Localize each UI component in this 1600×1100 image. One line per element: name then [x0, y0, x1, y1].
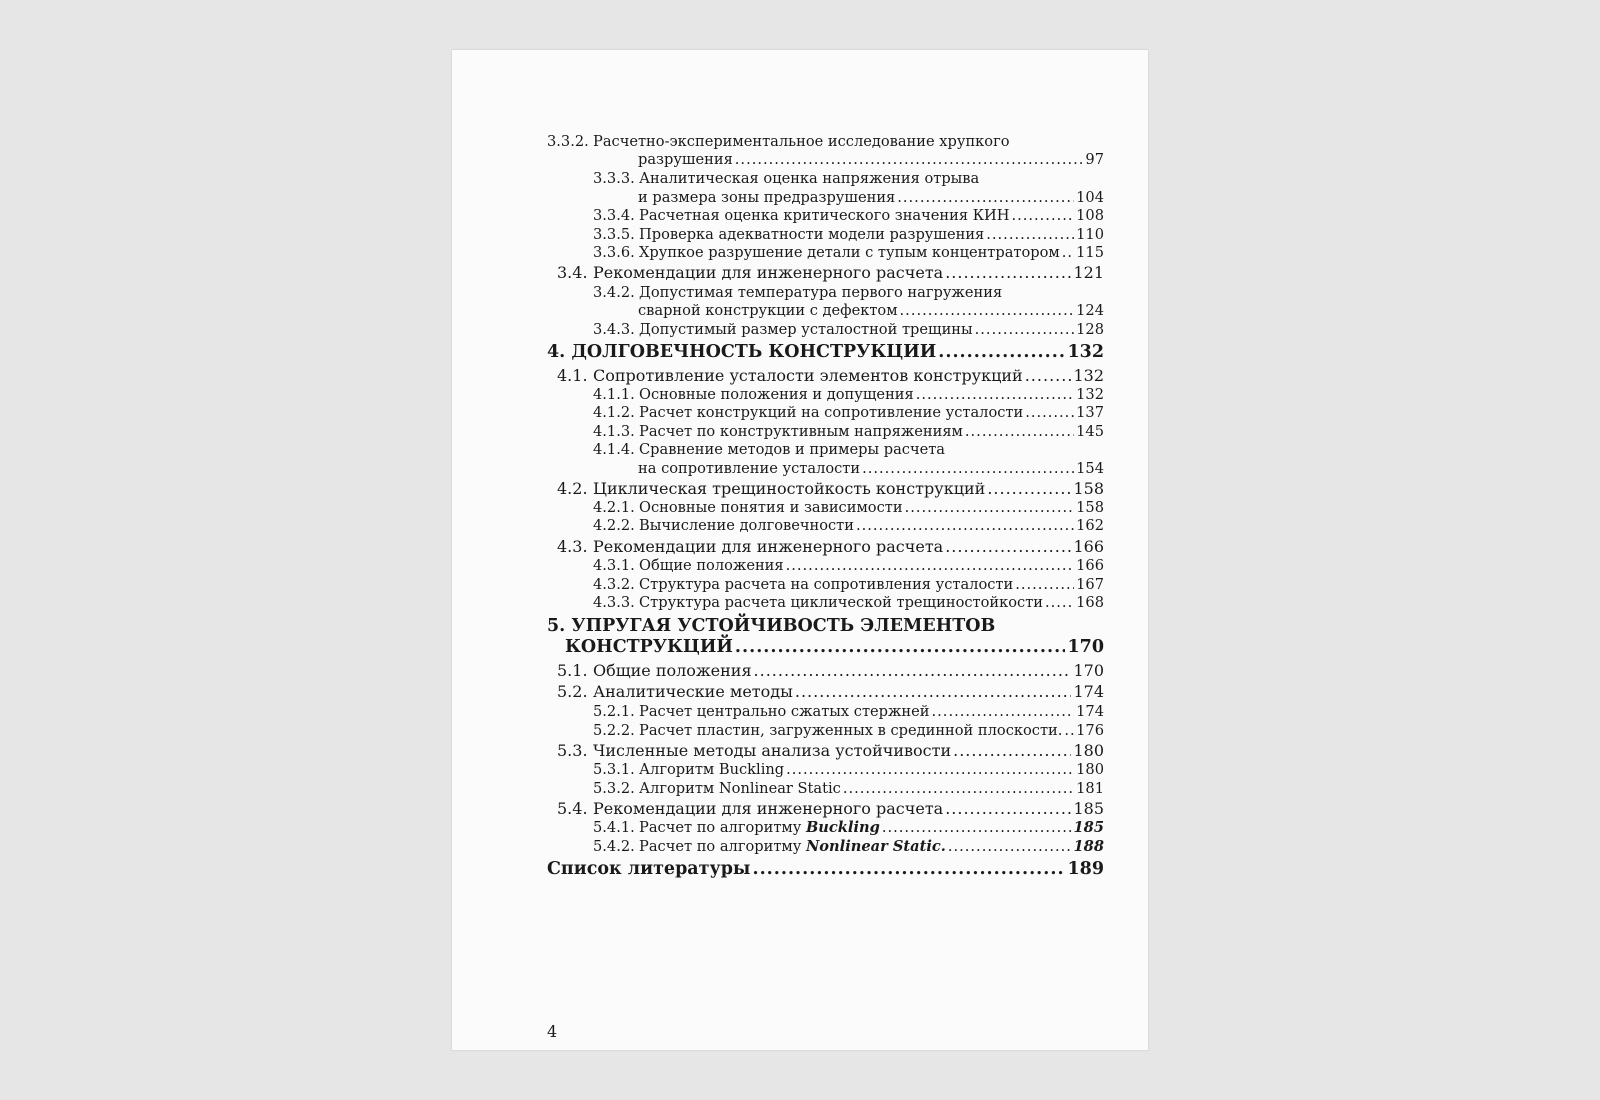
toc-leader-dots — [735, 638, 1066, 657]
toc-entry-cont: на сопротивление усталости — [638, 460, 861, 477]
toc-entry-num: 5.4.2. — [593, 838, 635, 855]
toc-entry-title: Структура расчета циклической трещиностойкости — [639, 594, 1044, 611]
toc-leader-dots — [905, 498, 1075, 517]
toc-entry-num: 4.3.3. — [593, 594, 635, 611]
toc-entry-title: Сравнение методов и примеры расчета — [639, 441, 946, 458]
toc-chapter-title: 5. УПРУГАЯ УСТОЙЧИВОСТЬ ЭЛЕМЕНТОВ — [547, 616, 996, 636]
toc-page-number: 137 — [1076, 404, 1104, 421]
toc-entry-title: Расчет конструкций на сопротивление усталости — [639, 404, 1024, 421]
toc-entry[interactable] — [557, 661, 1104, 680]
toc-page-number: 170 — [1067, 637, 1104, 657]
toc-page-number: 104 — [1076, 189, 1104, 206]
toc-entry-title: Рекомендации для инженерного расчета — [593, 263, 944, 282]
toc-entry-title: Хрупкое разрушение детали с тупым концентратором — [639, 244, 1060, 261]
toc-entry[interactable] — [557, 263, 1104, 282]
toc-entry[interactable] — [593, 498, 1104, 517]
toc-page-number: 188 — [1073, 838, 1104, 855]
toc-entry-num: 5.2. — [557, 682, 588, 701]
toc-entry-cont: сварной конструкции с дефектом — [638, 302, 898, 319]
toc-page-number: 166 — [1076, 557, 1104, 574]
toc-leader-dots — [856, 516, 1074, 535]
toc-entry[interactable] — [593, 422, 1104, 441]
toc-leader-dots — [916, 385, 1074, 404]
toc-page-number: 167 — [1076, 576, 1104, 593]
toc-page-number: 97 — [1085, 151, 1104, 168]
toc-leader-dots — [1062, 243, 1074, 262]
toc-entry[interactable] — [638, 150, 1104, 169]
toc-page-number: 128 — [1076, 321, 1104, 338]
toc-leader-dots — [1064, 721, 1074, 740]
toc-page-number: 174 — [1076, 703, 1104, 720]
toc-page-number: 110 — [1076, 226, 1104, 243]
toc-page-number: 166 — [1073, 537, 1104, 556]
toc-entry-num: 5.2.2. — [593, 722, 635, 739]
toc-entry[interactable] — [638, 459, 1104, 478]
toc-leader-dots — [1015, 575, 1074, 594]
toc-entry-title: Алгоритм Nonlinear Static — [639, 780, 841, 797]
toc-chapter-cont: КОНСТРУКЦИЙ — [565, 637, 733, 657]
toc-leader-dots — [862, 459, 1074, 478]
toc-chapter-entry[interactable] — [547, 860, 1104, 879]
toc-entry[interactable] — [638, 301, 1104, 320]
toc-leader-dots — [986, 225, 1074, 244]
toc-leader-dots — [945, 799, 1071, 818]
toc-entry[interactable] — [593, 779, 1104, 798]
toc-entry[interactable] — [557, 741, 1104, 760]
toc-page-number: 121 — [1073, 263, 1104, 282]
toc-entry-title-em: Nonlinear Static. — [805, 838, 946, 855]
toc-leader-dots — [754, 661, 1072, 680]
toc-entry[interactable] — [593, 206, 1104, 225]
toc-page-number: 170 — [1073, 661, 1104, 680]
toc-page-number: 176 — [1076, 722, 1104, 739]
toc-chapter-title: ДОЛГОВЕЧНОСТЬ КОНСТРУКЦИИ — [571, 342, 937, 362]
toc-entry-title: Аналитическая оценка напряжения отрыва — [639, 170, 980, 187]
toc-entry-num: 4.3. — [557, 537, 588, 556]
toc-entry-num: 5.3.2. — [593, 780, 635, 797]
toc-entry-title: Расчет пластин, загруженных в срединной плоскости. — [639, 722, 1063, 739]
toc-entry-title: Рекомендации для инженерного расчета — [593, 537, 944, 556]
toc-entry-num: 5.4. — [557, 799, 588, 818]
toc-leader-dots — [965, 422, 1074, 441]
toc-leader-dots — [900, 301, 1075, 320]
toc-entry-num: 4.2. — [557, 479, 588, 498]
toc-page-number: 115 — [1076, 244, 1104, 261]
toc-entry-num: 5.3.1. — [593, 761, 635, 778]
toc-entry-num: 4.1. — [557, 366, 588, 385]
toc-entry-num: 3.3.3. — [593, 170, 635, 187]
toc-leader-dots — [948, 837, 1072, 856]
toc-leader-dots — [735, 150, 1084, 169]
toc-leader-dots — [752, 860, 1065, 879]
toc-entry-cont: разрушения — [638, 151, 733, 168]
toc-page-number: 158 — [1076, 499, 1104, 516]
toc-page-number: 181 — [1076, 780, 1104, 797]
toc-leader-dots — [932, 702, 1075, 721]
toc-entry-num: 3.3.2. — [547, 133, 589, 150]
toc-entry-title: Сопротивление усталости элементов конструкций — [593, 366, 1023, 385]
toc-entry-title: Расчет по алгоритму Nonlinear Static. — [639, 838, 946, 855]
toc-entry-num: 4.1.2. — [593, 404, 635, 421]
toc-entry-num: 4.2.2. — [593, 517, 635, 534]
toc-chapter-entry[interactable] — [547, 343, 1104, 362]
toc-entry[interactable] — [557, 537, 1104, 556]
toc-page-number: 132 — [1073, 366, 1104, 385]
toc-entry-title: Структура расчета на сопротивления усталости — [639, 576, 1014, 593]
toc-page-number: 145 — [1076, 423, 1104, 440]
toc-entry[interactable] — [557, 799, 1104, 818]
toc-chapter-num: 4. — [547, 342, 566, 362]
toc-entry-title: Расчет по алгоритму Buckling — [639, 819, 880, 836]
toc-entry-num: 3.3.4. — [593, 207, 635, 224]
toc-entry-title: Расчетная оценка критического значения КИН — [639, 207, 1010, 224]
book-page — [452, 50, 1148, 1050]
toc-page-number: 185 — [1073, 799, 1104, 818]
toc-entry[interactable] — [557, 682, 1104, 701]
toc-leader-dots — [786, 556, 1075, 575]
toc-entry-num: 4.2.1. — [593, 499, 635, 516]
toc-entry[interactable] — [593, 837, 1104, 856]
toc-entry[interactable] — [593, 225, 1104, 244]
toc-leader-dots — [945, 537, 1071, 556]
toc-entry-title: Допустимый размер усталостной трещины — [639, 321, 973, 338]
page-folio: 4 — [547, 1022, 558, 1041]
toc-entry-num: 3.3.5. — [593, 226, 635, 243]
toc-entry[interactable] — [557, 479, 1104, 498]
toc-leader-dots — [897, 188, 1074, 207]
toc-entry-title: Общие положения — [639, 557, 784, 574]
toc-page-number: 168 — [1076, 594, 1104, 611]
toc-leader-dots — [843, 779, 1074, 798]
toc-page-number: 180 — [1073, 741, 1104, 760]
toc-entry-num: 3.4. — [557, 263, 588, 282]
toc-entry-num: 3.4.3. — [593, 321, 635, 338]
toc-leader-dots — [1025, 366, 1072, 385]
toc-page-number: 132 — [1076, 386, 1104, 403]
toc-entry-title-em: Buckling — [805, 819, 880, 836]
toc-entry-num: 4.1.3. — [593, 423, 635, 440]
toc-entry[interactable] — [593, 556, 1104, 575]
toc-entry-title: Основные понятия и зависимости — [639, 499, 903, 516]
toc-entry[interactable] — [593, 385, 1104, 404]
toc-entry-cont: и размера зоны предразрушения — [638, 189, 896, 206]
toc-entry[interactable] — [593, 516, 1104, 535]
toc-chapter-entry[interactable] — [565, 638, 1104, 657]
toc-leader-dots — [975, 320, 1074, 339]
toc-page-number: 158 — [1073, 479, 1104, 498]
toc-page-number: 154 — [1076, 460, 1104, 477]
toc-entry-title: Проверка адекватности модели разрушения — [639, 226, 985, 243]
toc-entry-num: 5.3. — [557, 741, 588, 760]
toc-entry-num: 3.3.6. — [593, 244, 635, 261]
toc-leader-dots — [953, 741, 1071, 760]
toc-page-number: 180 — [1076, 761, 1104, 778]
toc-entry-num: 3.4.2. — [593, 284, 635, 301]
toc-page-number: 108 — [1076, 207, 1104, 224]
toc-entry-title: Алгоритм Buckling — [639, 761, 785, 778]
toc-entry[interactable] — [557, 366, 1104, 385]
toc-entry[interactable] — [593, 818, 1104, 837]
toc-chapter-title: Список литературы — [547, 859, 751, 879]
toc-entry-title: Аналитические методы — [593, 682, 793, 701]
toc-leader-dots — [795, 682, 1072, 701]
toc-entry-num: 4.3.1. — [593, 557, 635, 574]
toc-entry-title: Допустимая температура первого нагружения — [639, 284, 1003, 301]
toc-entry-title: Численные методы анализа устойчивости — [593, 741, 952, 760]
toc-entry-num: 5.1. — [557, 661, 588, 680]
toc-page-number: 162 — [1076, 517, 1104, 534]
toc-entry[interactable] — [593, 320, 1104, 339]
toc-leader-dots — [938, 343, 1065, 362]
toc-page-number: 132 — [1067, 342, 1104, 362]
toc-leader-dots — [1011, 206, 1074, 225]
toc-entry[interactable] — [593, 702, 1104, 721]
toc-entry-title: Основные положения и допущения — [639, 386, 914, 403]
toc-entry[interactable] — [638, 188, 1104, 207]
toc-entry[interactable] — [593, 593, 1104, 612]
toc-leader-dots — [945, 263, 1071, 282]
toc-entry-num: 5.2.1. — [593, 703, 635, 720]
toc-entry-title: Циклическая трещиностойкость конструкций — [593, 479, 986, 498]
toc-entry[interactable] — [593, 575, 1104, 594]
toc-entry-num: 4.3.2. — [593, 576, 635, 593]
toc-entry-title: Расчет по конструктивным напряжениям — [639, 423, 963, 440]
toc-page-number: 185 — [1073, 819, 1104, 836]
toc-leader-dots — [987, 479, 1071, 498]
toc-entry-title: Рекомендации для инженерного расчета — [593, 799, 944, 818]
toc-entry[interactable] — [593, 403, 1104, 422]
toc-entry-title: Общие положения — [593, 661, 752, 680]
toc-entry[interactable] — [593, 760, 1104, 779]
toc-entry[interactable] — [593, 243, 1104, 262]
toc-leader-dots — [1025, 403, 1074, 422]
toc-page-number: 189 — [1067, 859, 1104, 879]
toc-leader-dots — [882, 818, 1072, 837]
toc-page-number: 174 — [1073, 682, 1104, 701]
toc-page-number: 124 — [1076, 302, 1104, 319]
toc-entry-title: Расчетно-экспериментальное исследование хрупкого — [593, 133, 1010, 150]
toc-leader-dots — [786, 760, 1074, 779]
toc-entry-num: 4.1.1. — [593, 386, 635, 403]
toc-leader-dots — [1045, 593, 1074, 612]
toc-entry[interactable] — [593, 721, 1104, 740]
toc-entry-title: Вычисление долговечности — [639, 517, 854, 534]
toc-entry-title: Расчет центрально сжатых стержней — [639, 703, 930, 720]
toc-entry-num: 5.4.1. — [593, 819, 635, 836]
toc-entry-num: 4.1.4. — [593, 441, 635, 458]
